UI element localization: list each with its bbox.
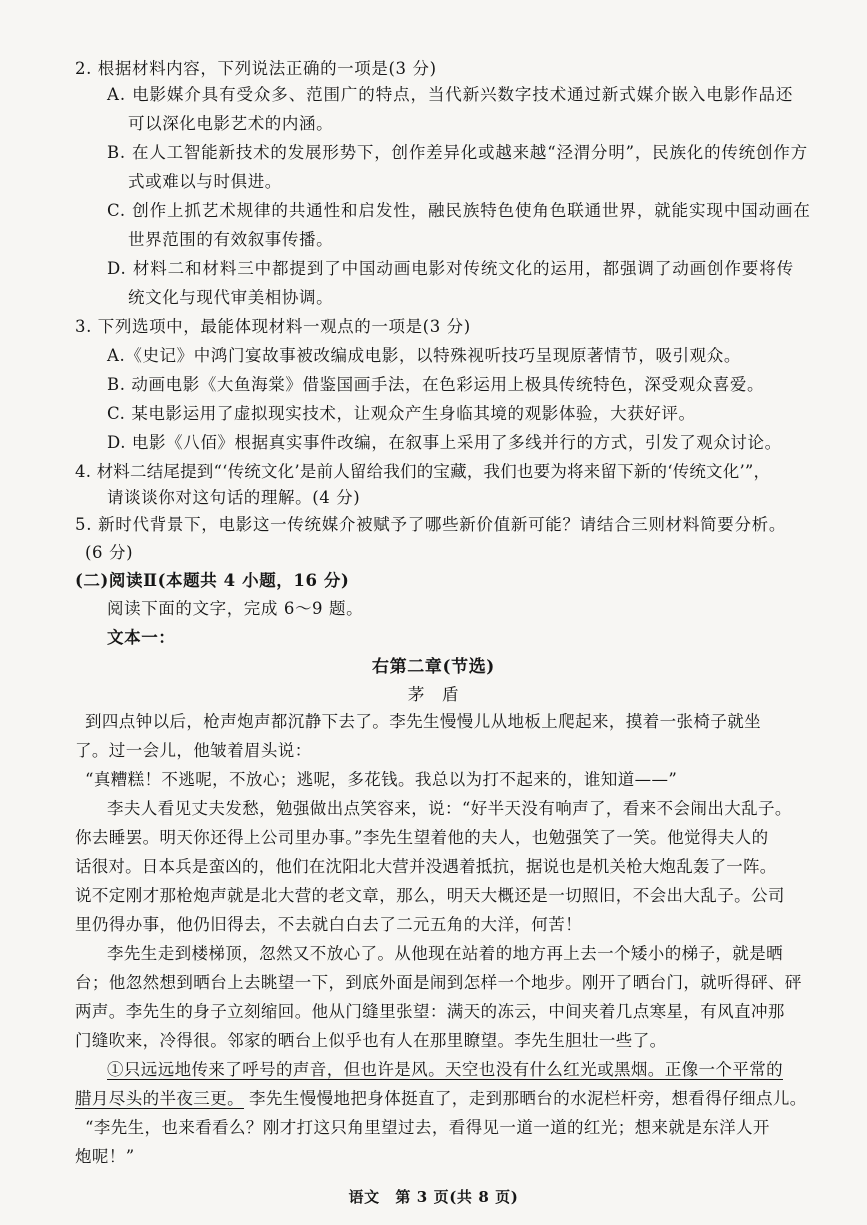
underlined-sentence-1-cont: 腊月尽头的半夜三更。	[75, 1089, 244, 1108]
q2-option-a-line2: 可以深化电影艺术的内涵。	[128, 114, 334, 133]
article-line: 李夫人看见丈夫发愁，勉强做出点笑容来，说：“好半天没有响声了，看来不会闹出大乱子。	[107, 799, 792, 818]
article-line: 了。过一会儿，他皱着眉头说：	[75, 741, 312, 760]
text-one-label: 文本一：	[107, 628, 176, 647]
article-line: 到四点钟以后，枪声炮声都沉静下去了。李先生慢慢儿从地板上爬起来，摸着一张椅子就坐	[85, 712, 761, 731]
q4-line2: 请谈谈你对这句话的理解。(4 分)	[107, 488, 361, 507]
article-line: 台；他忽然想到晒台上去眺望一下，到底外面是闹到怎样一个地步。刚开了晒台门，就听得砰、砰	[75, 973, 802, 992]
q3-stem: 3. 下列选项中，最能体现材料一观点的一项是(3 分)	[75, 317, 471, 336]
article-line: 话很对。日本兵是蛮凶的，他们在沈阳北大营并没遇着抵抗，据说也是机关枪大炮乱轰了一阵。	[75, 857, 777, 876]
section-instruction: 阅读下面的文字，完成 6～9 题。	[107, 599, 364, 618]
article-line: 说不定刚才那枪炮声就是北大营的老文章，那么，明天大概还是一切照旧，不会出大乱子。公司	[75, 886, 785, 905]
q3-option-d: D. 电影《八佰》根据真实事件改编，在叙事上采用了多线并行的方式，引发了观众讨论。	[107, 433, 782, 452]
q2-option-c-line2: 世界范围的有效叙事传播。	[128, 230, 334, 249]
q2-option-b-line1: B. 在人工智能新技术的发展形势下，创作差异化或越来越“泾渭分明”，民族化的传统创作方	[107, 143, 808, 162]
underlined-sentence-1: ①只远远地传来了呼号的声音，但也许是风。天空也没有什么红光或黑烟。正像一个平常的	[107, 1060, 783, 1079]
q5-line2: (6 分)	[85, 543, 134, 562]
q2-stem: 2. 根据材料内容，下列说法正确的一项是(3 分)	[75, 59, 437, 78]
article-line: 两声。李先生的身子立刻缩回。他从门缝里张望：满天的冻云，中间夹着几点寒星，有风直冲那	[75, 1002, 785, 1021]
article-line: “真糟糕！不逃呢，不放心；逃呢，多花钱。我总以为打不起来的，谁知道——”	[85, 770, 678, 789]
q3-option-b: B. 动画电影《大鱼海棠》借鉴国画手法，在色彩运用上极具传统特色，深受观众喜爱。	[107, 375, 765, 394]
article-line: “李先生，也来看看么？刚才打这只角里望过去，看得见一道一道的红光；想来就是东洋人开	[85, 1118, 770, 1137]
q2-option-d-line1: D. 材料二和材料三中都提到了中国动画电影对传统文化的运用，都强调了动画创作要将传	[107, 259, 795, 278]
q4-line1: 4. 材料二结尾提到“‘传统文化’是前人留给我们的宝藏，我们也要为将来留下新的‘传统文化’”，	[75, 462, 771, 481]
article-line: 门缝吹来，冷得很。邻家的晒台上似乎也有人在那里瞭望。李先生胆壮一些了。	[75, 1031, 667, 1050]
section-heading: (二)阅读Ⅱ(本题共 4 小题，16 分)	[75, 571, 350, 590]
q2-option-b-line2: 式或难以与时俱进。	[128, 172, 282, 191]
article-line: 李先生走到楼梯顶，忽然又不放心了。从他现在站着的地方再上去一个矮小的梯子，就是晒	[107, 944, 783, 963]
article-title: 右第二章(节选)	[372, 657, 495, 677]
article-line: 李先生慢慢地把身体挺直了，走到那晒台的水泥栏杆旁，想看得仔细点儿。	[249, 1089, 807, 1108]
q3-option-a: A.《史记》中鸿门宴故事被改编成电影，以特殊视听技巧呈现原著情节，吸引观众。	[107, 346, 741, 365]
q2-option-d-line2: 统文化与现代审美相协调。	[128, 288, 334, 307]
q2-option-a-line1: A. 电影媒介具有受众多、范围广的特点，当代新兴数字技术通过新式媒介嵌入电影作品还	[107, 85, 794, 104]
q3-option-c: C. 某电影运用了虚拟现实技术，让观众产生身临其境的观影体验，大获好评。	[107, 404, 696, 423]
article-author: 茅 盾	[407, 685, 460, 704]
article-line: 里仍得办事，他仍旧得去，不去就白白去了二元五角的大洋，何苦！	[75, 915, 582, 934]
article-line: 炮呢！”	[75, 1147, 135, 1166]
q5-line1: 5. 新时代背景下，电影这一传统媒介被赋予了哪些新价值新可能？请结合三则材料简要分析。	[75, 515, 787, 534]
page-footer: 语文 第 3 页(共 8 页)	[348, 1188, 519, 1206]
q2-option-c-line1: C. 创作上抓艺术规律的共通性和启发性，融民族特色使角色联通世界，就能实现中国动画在	[107, 201, 811, 220]
article-line: 你去睡罢。明天你还得上公司里办事。”李先生望着他的夫人，也勉强笑了一笑。他觉得夫人的	[75, 828, 769, 847]
